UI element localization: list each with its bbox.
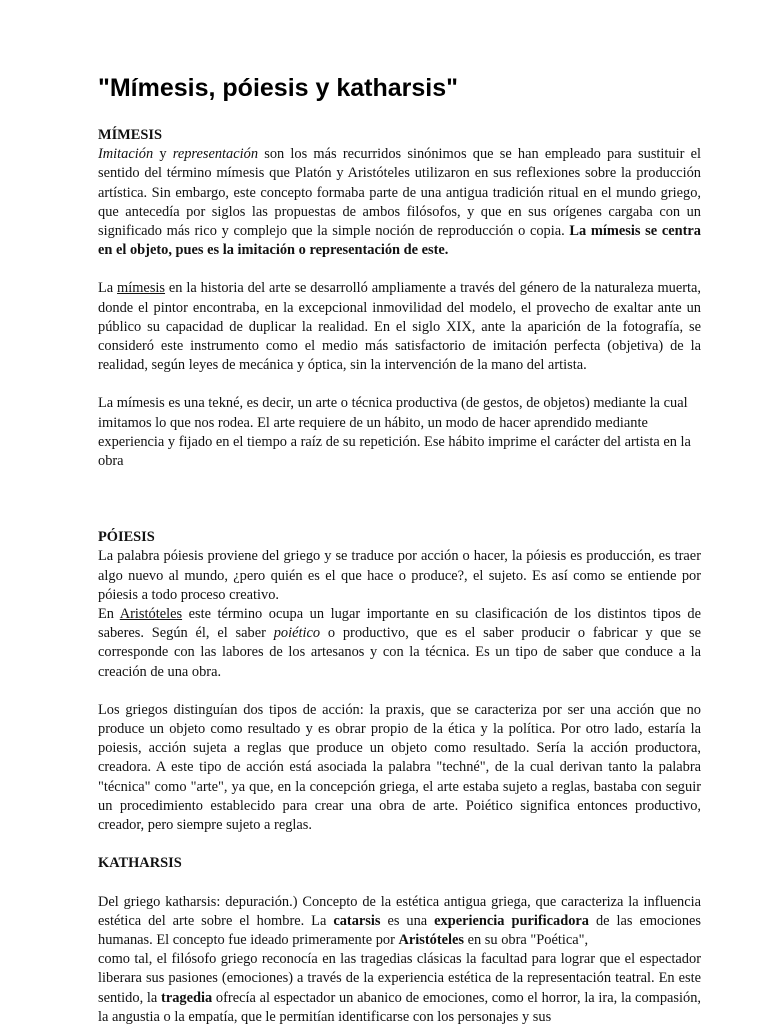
text-run: en su obra "Poética", xyxy=(464,931,589,948)
poiesis-paragraph-2 xyxy=(98,605,701,682)
italic-representacion: representación xyxy=(172,146,259,163)
bold-catarsis: catarsis xyxy=(333,912,381,929)
italic-poietico: poiético xyxy=(273,625,321,642)
mimesis-paragraph-3: La mímesis es una tekné, es decir, un arte o técnica productiva (de gestos, de objetos) mediante la cual imitamos lo que nos rodea. El arte requiere de un hábito, un modo de hacer aprendido mediante experiencia y fijado en el tiempo a raíz de su repetición. Ese hábito imprime el carácter del artista en la obra xyxy=(98,395,691,470)
text-run: ofrecía al espectador un abanico de emociones, como el horror, la ira, la compasión, la angustia o la empatía, que le permitían identificarse con los personajes y sus xyxy=(98,989,702,1025)
spacer xyxy=(98,260,701,279)
katharsis-paragraph-1 xyxy=(98,893,701,951)
document-page xyxy=(98,72,701,1027)
text-run: y xyxy=(153,146,173,163)
section-heading-mimesis: MÍMESIS xyxy=(98,127,162,143)
bold-tragedia: tragedia xyxy=(161,989,213,1006)
spacer xyxy=(98,835,701,854)
mimesis-paragraph-2 xyxy=(98,279,701,375)
document-title: "Mímesis, póiesis y katharsis" xyxy=(98,74,458,102)
spacer xyxy=(98,682,701,701)
bold-experiencia-purificadora: experiencia purificadora xyxy=(434,912,589,929)
mimesis-link[interactable]: mímesis xyxy=(117,280,166,297)
text-run: como tal, el filósofo griego reconocía en las tragedias clásicas la facultad para lograr que el espectador liberara sus pasiones (emociones) a través de la experiencia estética de la representación teatral. En este sentido, la xyxy=(98,951,701,1006)
bold-aristoteles: Aristóteles xyxy=(398,931,465,948)
text-run: son los más recurridos sinónimos que se han empleado para sustituir el sentido del término mímesis que Platón y Aristóteles utilizaron en sus reflexiones sobre la producción artística. Sin embargo, este concepto formaba parte de una antigua tradición ritual en el mundo griego, que antecedía por siglos las propuestas de ambos filósofos, y que en sus orígenes cargaba con un significado más rico y complejo que la simple noción de reproducción o copia. xyxy=(98,146,701,240)
spacer xyxy=(98,471,701,528)
text-run: o productivo, que es el saber producir o fabricar y que se corresponde con las labores de los artesanos y con la técnica. Es un tipo de saber que conduce a la creación de una obra. xyxy=(98,625,701,680)
text-run: La xyxy=(98,280,118,297)
text-run: es una xyxy=(380,912,435,929)
text-run: en la historia del arte se desarrolló ampliamente a través del género de la naturaleza muerta, donde el pintor encontraba, en la excepcional inmovilidad del modelo, el provecho de exaltar ante un público su capacidad de duplicar la realidad. En el siglo XIX, ante la aparición de la fotografía, se consideró este instrumento como el medio más satisfactorio de imitación perfecta (objetiva) de la realidad, según leyes de mecánica y óptica, sin la intervención de la mano del artista. xyxy=(98,280,702,374)
text-run: En xyxy=(98,606,120,623)
bold-mimesis-definition: La mímesis se centra en el objeto, pues es la imitación o representación de este. xyxy=(98,223,701,259)
poiesis-paragraph-1: La palabra póiesis proviene del griego y se traduce por acción o hacer, la póiesis es producción, es traer algo nuevo al mundo, ¿pero quién es el que hace o produce?, el sujeto. Es así como se entiende por póiesis a todo proceso creativo. xyxy=(98,548,701,603)
italic-imitacion: Imitación xyxy=(98,146,154,163)
poiesis-paragraph-3: Los griegos distinguían dos tipos de acción: la praxis, que se caracteriza por ser una acción que no produce un objeto como resultado y es obrar propio de la ética y la política. Por otro lado, estaría la poiesis, acción sujeta a reglas que produce un objeto como resultado. Sería la acción productora, creadora. A este tipo de acción está asociada la palabra "techné", de la cual derivan tanto la palabra "técnica" como "arte", ya que, en la concepción griega, el arte estaba sujeto a reglas, bastaba con seguir un procedimiento establecido para crear una obra de arte. Poiético significa entonces productivo, creador, pero siempre sujeto a reglas. xyxy=(98,701,701,834)
text-run: de las emociones humanas. El concepto fue ideado primeramente por xyxy=(98,912,701,948)
spacer xyxy=(98,104,701,126)
text-run: Del griego katharsis: depuración.) Concepto de la estética antigua griega, que caracteriza la influencia estética del arte sobre el hombre. La xyxy=(98,893,701,929)
aristoteles-link[interactable]: Aristóteles xyxy=(119,606,183,623)
spacer xyxy=(98,874,701,893)
katharsis-paragraph-2 xyxy=(98,950,701,1027)
mimesis-paragraph-1 xyxy=(98,145,701,260)
spacer xyxy=(98,375,701,394)
section-heading-katharsis: KATHARSIS xyxy=(98,855,182,872)
text-run: este término ocupa un lugar importante en su clasificación de los distintos tipos de saberes. Según él, el saber xyxy=(98,606,701,642)
section-heading-poiesis: PÓIESIS xyxy=(98,529,155,546)
